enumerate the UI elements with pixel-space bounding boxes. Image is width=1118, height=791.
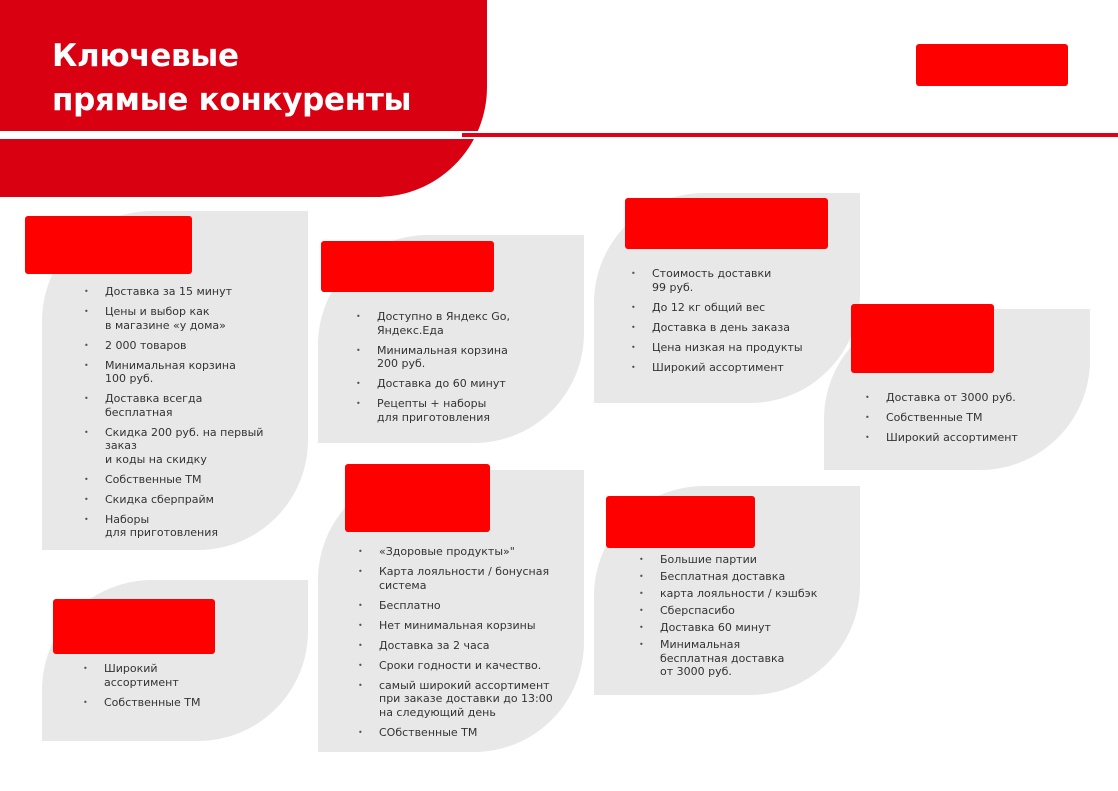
feature-item: • Доставка 60 минут (638, 621, 853, 635)
header-divider (0, 131, 487, 139)
competitor-label-redacted (321, 241, 494, 292)
feature-item: • Широкий ассортимент (82, 662, 292, 689)
competitor-label-redacted (25, 216, 192, 274)
feature-item: • Доступно в Яндекс Go, Яндекс.Еда (355, 310, 575, 337)
feature-item: • карта лояльности / кэшбэк (638, 587, 853, 601)
feature-item: • Большие партии (638, 553, 853, 567)
feature-item: • Бесплатная доставка (638, 570, 853, 584)
feature-item: • Доставка до 60 минут (355, 377, 575, 391)
page-title-line: Ключевые (52, 38, 239, 74)
feature-item: • Собственные ТМ (82, 696, 292, 710)
competitor-label-redacted (625, 198, 828, 249)
feature-item: • Карта лояльности / бонусная система (357, 565, 579, 592)
feature-item: • Скидка сберпрайм (83, 493, 298, 507)
feature-item: • Доставка за 15 минут (83, 285, 298, 299)
feature-item: • Наборы для приготовления (83, 513, 298, 540)
feature-item: • Собственные ТМ (83, 473, 298, 487)
feature-item: • Бесплатно (357, 599, 579, 613)
header-rule (462, 133, 1118, 137)
competitor-features (864, 391, 1084, 451)
feature-item: • самый широкий ассортимент при заказе доставки до 13:00 на следующий день (357, 679, 579, 720)
competitor-features (83, 285, 298, 546)
feature-item: • Доставка всегда бесплатная (83, 392, 298, 419)
competitor-label-redacted (851, 304, 994, 373)
feature-item: • Сберспасибо (638, 604, 853, 618)
feature-item: • Минимальная бесплатная доставка от 3000 руб. (638, 638, 853, 679)
feature-item: • СОбственные ТМ (357, 726, 579, 740)
feature-item: • До 12 кг общий вес (630, 301, 850, 315)
competitor-features (82, 662, 292, 716)
page-title-line: прямые конкуренты (52, 82, 412, 118)
feature-item: • Нет минимальная корзины (357, 619, 579, 633)
competitor-features (357, 545, 579, 746)
competitor-label-redacted (53, 599, 215, 654)
feature-item: • Доставка в день заказа (630, 321, 850, 335)
feature-item: • Рецепты + наборы для приготовления (355, 397, 575, 424)
feature-item: • Минимальная корзина 200 руб. (355, 344, 575, 371)
redacted-logo (916, 44, 1068, 86)
feature-item: • Минимальная корзина 100 руб. (83, 359, 298, 386)
feature-item: • Доставка от 3000 руб. (864, 391, 1084, 405)
competitor-features (355, 310, 575, 431)
feature-item: • Сроки годности и качество. (357, 659, 579, 673)
feature-item: • «Здоровые продукты»" (357, 545, 579, 559)
feature-item: • Цены и выбор как в магазине «у дома» (83, 305, 298, 332)
feature-item: • Доставка за 2 часа (357, 639, 579, 653)
feature-item: • Собственные ТМ (864, 411, 1084, 425)
competitor-features (638, 553, 853, 682)
page-title (52, 34, 411, 122)
feature-item: • Широкий ассортимент (630, 361, 850, 375)
feature-item: • Стоимость доставки 99 руб. (630, 267, 850, 294)
feature-item: • 2 000 товаров (83, 339, 298, 353)
competitor-features (630, 267, 850, 381)
feature-item: • Цена низкая на продукты (630, 341, 850, 355)
competitor-label-redacted (606, 496, 755, 548)
feature-item: • Скидка 200 руб. на первый заказ и коды на скидку (83, 426, 298, 467)
feature-item: • Широкий ассортимент (864, 431, 1084, 445)
competitor-label-redacted (345, 464, 490, 532)
